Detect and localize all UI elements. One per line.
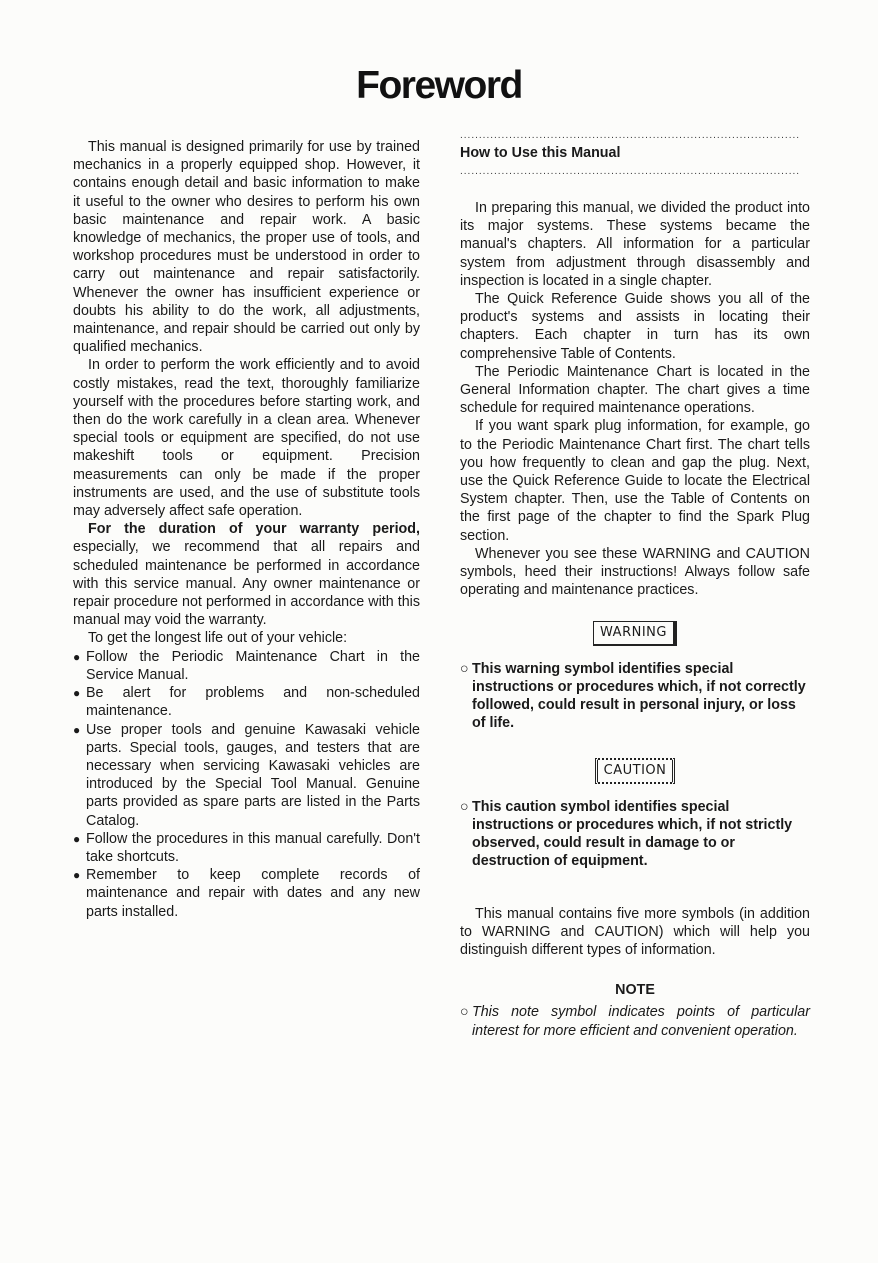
- warranty-paragraph: [73, 520, 420, 629]
- caution-description: [460, 798, 810, 871]
- ring-bullet-icon: ○: [460, 660, 469, 677]
- warranty-bold-text: For the duration of your warranty period,: [88, 521, 420, 538]
- bullet-icon: ●: [73, 649, 81, 664]
- list-item-text: Use proper tools and genuine Kawasaki vehicle parts. Special tools, gauges, and testers that are necessary when servicing Kawasaki vehicles are introduced by the Special Tool Manual. Genuine parts provided as spare parts are listed in the Parts Catalog.: [86, 721, 420, 829]
- dotted-rule-top: ..........................................................................................: [460, 131, 801, 141]
- bullet-icon: ●: [73, 831, 81, 846]
- spark-plug-paragraph: If you want spark plug information, for example, go to the Periodic Maintenance Chart first. The chart tells you how frequently to clean and gap the plug. Next, use the Quick Reference Guide to locate the Electrical System chapter. Then, use the Table of Contents on the first page of the chapter to find the Spark Plug section.: [460, 418, 810, 544]
- intro-paragraph: This manual is designed primarily for use by trained mechanics in a properly equipped shop. However, it contains enough detail and basic information to make it useful to the owner who desires to perform his own basic maintenance and repair work. A basic knowledge of mechanics, the proper use of tools, and workshop procedures must be understood in order to carry out maintenance and repair satisfactorily. Whenever the owner has insufficient experience or doubts his ability to do the work, all adjustments, maintenance, and repair should be carried out only by qualified mechanics.: [73, 139, 420, 356]
- caution-symbol-wrap: [460, 758, 810, 783]
- bullet-icon: ●: [73, 686, 81, 701]
- section-heading: How to Use this Manual: [460, 145, 621, 161]
- right-column: [460, 131, 810, 1040]
- list-item: [73, 866, 420, 921]
- list-item: [73, 684, 420, 720]
- dotted-rule-bottom: ..........................................................................................: [460, 167, 801, 177]
- left-column: [73, 138, 420, 921]
- warranty-text: especially, we recommend that all repairs and scheduled maintenance be performed in accordance with this service manual. Any owner maintenance or repair procedure not performed in accordance with this manual may void the warranty.: [73, 539, 420, 629]
- page-title: Foreword: [356, 64, 522, 107]
- tips-list: [73, 648, 420, 921]
- longest-life-text: To get the longest life out of your vehicle:: [88, 630, 348, 647]
- note-heading: NOTE: [615, 982, 655, 999]
- procedure-paragraph: In order to perform the work efficiently and to avoid costly mistakes, read the text, thoroughly familiarize yourself with the procedures before starting work, and then do the work carefully in a clean area. Whenever special tools or equipment are specified, do not use makeshift tools or equipment. Precision measurements can only be made if the proper instruments are used, and the use of substitute tools may adversely affect safe operation.: [73, 357, 420, 520]
- list-item-text: Follow the Periodic Maintenance Chart in the Service Manual.: [86, 648, 420, 683]
- note-text: This note symbol indicates points of particular interest for more efficient and convenient operation.: [472, 1004, 810, 1039]
- list-item-text: Follow the procedures in this manual carefully. Don't take shortcuts.: [86, 830, 420, 865]
- warning-symbol: WARNING: [593, 621, 677, 645]
- warning-text: This warning symbol identifies special instructions or procedures which, if not correctly followed, could result in personal injury, or loss of life.: [472, 660, 806, 732]
- quick-reference-paragraph: The Quick Reference Guide shows you all of the product's systems and assists in locating their chapters. Each chapter in turn has its own comprehensive Table of Contents.: [460, 291, 810, 362]
- warning-symbol-wrap: [460, 621, 810, 645]
- ring-bullet-icon: ○: [460, 798, 469, 815]
- how-to-paragraph: In preparing this manual, we divided the product into its major systems. These systems became the manual's chapters. All information for a particular system from adjustment through disassembly and inspection is located in a single chapter.: [460, 200, 810, 289]
- note-description: [460, 1003, 810, 1039]
- caution-text: This caution symbol identifies special instructions or procedures which, if not strictly observed, could result in damage to or destruction of equipment.: [472, 798, 793, 870]
- list-item-text: Be alert for problems and non-scheduled maintenance.: [86, 685, 420, 720]
- list-item-text: Remember to keep complete records of maintenance and repair with dates and any new parts installed.: [86, 867, 420, 920]
- list-item: [73, 721, 420, 830]
- warning-description: [460, 660, 810, 733]
- bullet-icon: ●: [73, 722, 81, 737]
- bullet-icon: ●: [73, 868, 81, 883]
- list-item: [73, 830, 420, 866]
- symbols-intro-paragraph: Whenever you see these WARNING and CAUTION symbols, heed their instructions! Always follow safe operating and maintenance practices.: [460, 545, 810, 599]
- list-item: [73, 648, 420, 684]
- ring-bullet-icon: ○: [460, 1004, 469, 1021]
- caution-symbol: CAUTION: [595, 758, 676, 783]
- periodic-chart-paragraph: The Periodic Maintenance Chart is located in the General Information chapter. The chart gives a time schedule for required maintenance operations.: [460, 363, 810, 417]
- more-symbols-paragraph: This manual contains five more symbols (in addition to WARNING and CAUTION) which will help you distinguish different types of information.: [460, 905, 810, 958]
